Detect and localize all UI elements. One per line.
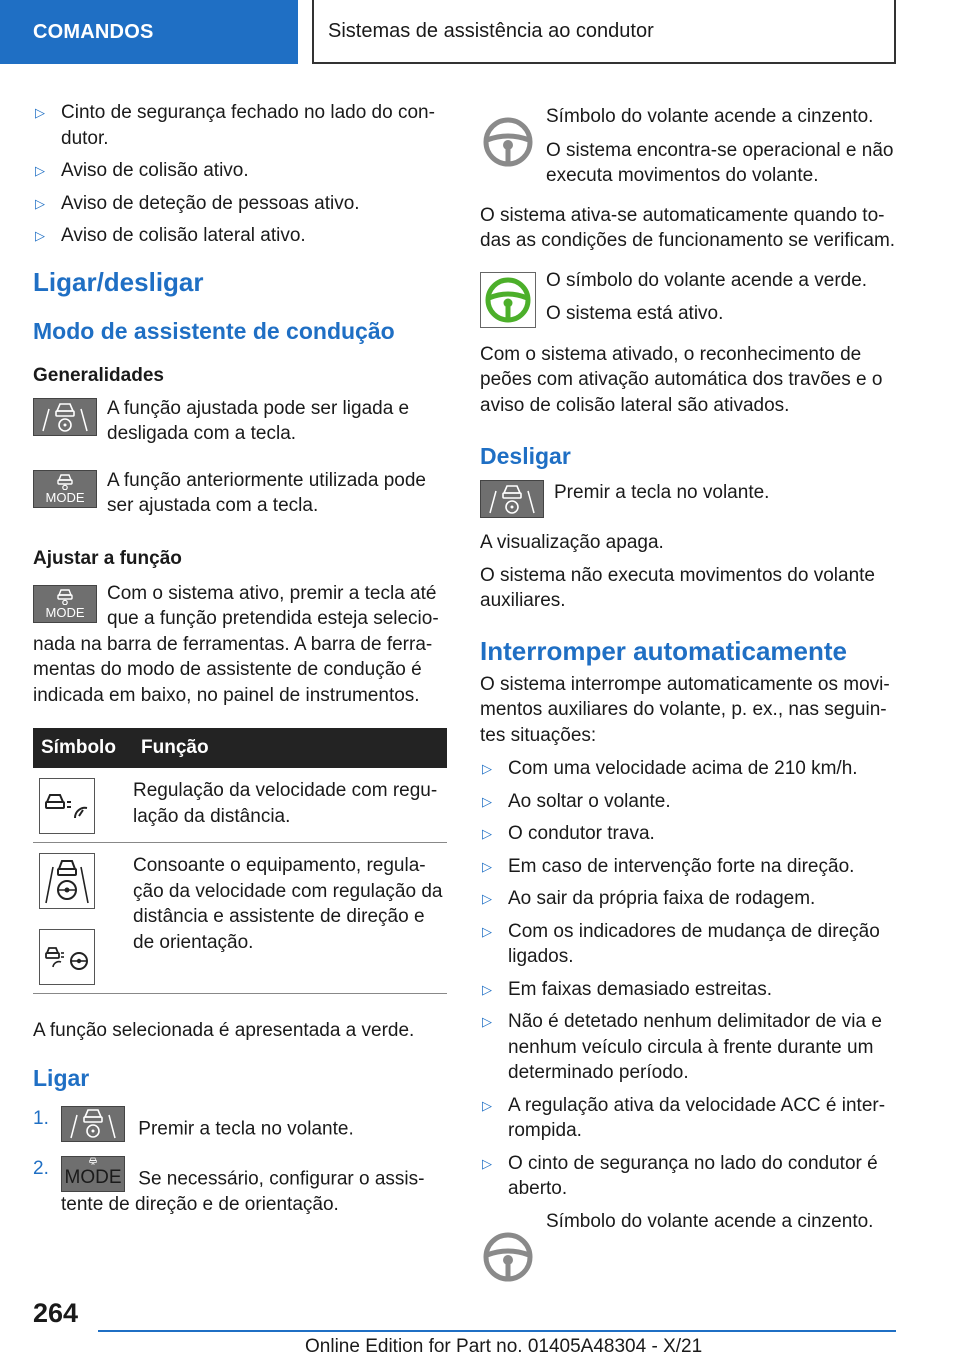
list-item: ▷ Ao soltar o volante. (480, 789, 896, 815)
footer-edition: Online Edition for Part no. 01405A48304 - X/21 (305, 1336, 703, 1357)
triangle-bullet-icon: ▷ (35, 105, 45, 120)
ajustar-text-rest: nada na barra de ferramentas. A barra de ferra-mentas do modo de assistente de condução é indicada em baixo, no painel de instrumentos. (33, 633, 433, 706)
grey2-text: Símbolo do volante acende a cinzento. (546, 1210, 874, 1232)
footer-divider (98, 1330, 896, 1332)
step-item: 1. Premir a tecla no volante. (33, 1106, 449, 1142)
heading-interromper: Interromper automaticamente (480, 635, 847, 666)
green-wheel-row (480, 268, 896, 328)
triangle-bullet-icon: ▷ (482, 761, 492, 776)
chapter-title: Sistemas de assistência ao condutor (312, 0, 896, 64)
symbol-table (33, 728, 447, 994)
assist-key-icon-step (61, 1106, 125, 1142)
steering-wheel-green-icon (480, 272, 536, 328)
table-row (33, 768, 447, 843)
key-row-adjust (33, 581, 449, 632)
assist-key-icon (33, 398, 97, 436)
key-row-mode (33, 468, 449, 540)
heading-modo-assistente: Modo de assistente de condução (33, 317, 395, 344)
grey-wheel-row (480, 104, 896, 189)
green-text-b: O sistema está ativo. (546, 303, 724, 324)
list-item: ▷ Aviso de deteção de pessoas ativo. (33, 191, 449, 217)
table-row (33, 843, 447, 994)
heading-ligar: Ligar (33, 1064, 90, 1091)
grey-text-b: O sistema encontra-se operacional e não executa movimentos do volante. (546, 139, 894, 186)
list-item: ▷ Aviso de colisão ativo. (33, 158, 449, 184)
interromper-text: O sistema interrompe automaticamente os movi-mentos auxiliares do volante, p. ex., nas seguin-tes situações: (480, 673, 890, 746)
section-tab: COMANDOS (0, 0, 298, 64)
steering-wheel-grey-icon (480, 114, 536, 170)
triangle-bullet-icon: ▷ (482, 981, 492, 997)
mode-key-icon-step: MODE (61, 1156, 125, 1192)
key-row-desligar (480, 480, 896, 530)
desligar-text: Premir a tecla no volante. (554, 482, 770, 503)
right-column (480, 100, 896, 1279)
list-item: ▷ Não é detetado nenhum delimitador de via e nenhum veículo circula à frente durante um determinado período. (482, 1011, 882, 1083)
triangle-bullet-icon: ▷ (482, 1097, 492, 1113)
list-item: ▷ O condutor trava. (480, 821, 896, 847)
steering-assist-icon (39, 853, 95, 909)
selected-text: A função selecionada é apresentada a verde. (33, 1020, 415, 1041)
triangle-bullet-icon: ▷ (482, 793, 492, 809)
list-item: ▷ Aviso de colisão lateral ativo. (33, 223, 449, 249)
triangle-bullet-icon: ▷ (482, 1014, 492, 1029)
heading-ligar-desligar: Ligar/desligar (33, 266, 204, 297)
auto-text: O sistema ativa-se automaticamente quando to-das as condições de funcionamento se verificam. (480, 204, 896, 251)
table-cell-function: Regulação da velocidade com regu-lação da distância. (133, 768, 447, 843)
nomove-text: O sistema não executa movimentos do volante auxiliares. (480, 564, 875, 611)
grey-wheel-row-2 (480, 1209, 896, 1279)
grey-text-a: Símbolo do volante acende a cinzento. (546, 106, 874, 127)
table-header-symbol: Símbolo (33, 728, 133, 768)
assist-key-icon-off (480, 480, 544, 518)
step-item: 2. MODE Se necessário, configurar o assis-tente de direção e de orientação. (33, 1157, 425, 1215)
table-header-function: Função (133, 728, 447, 768)
heading-ajustar: Ajustar a função (33, 547, 182, 569)
list-item: ▷ Com os indicadores de mudança de direção ligados. (482, 920, 880, 967)
steering-wheel-grey-icon-2 (480, 1229, 536, 1285)
mode-key-icon-2: MODE (33, 585, 97, 623)
green-text-a: O símbolo do volante acende a verde. (546, 269, 868, 291)
triangle-bullet-icon: ▷ (482, 858, 492, 874)
gen-text-1: A função ajustada pode ser ligada e desligada com a tecla. (107, 397, 410, 444)
list-item: ▷ Em faixas demasiado estreitas. (480, 977, 896, 1003)
vis-text: A visualização apaga. (480, 532, 664, 553)
triangle-bullet-icon: ▷ (482, 923, 492, 939)
list-item: ▷ Com uma velocidade acima de 210 km/h. (480, 756, 896, 782)
interrupt-list (480, 756, 896, 1202)
table-cell-function: Consoante o equipamento, regula-ção da velocidade com regulação da distância e assistente de direção e de orientação. (133, 843, 447, 994)
triangle-bullet-icon: ▷ (482, 826, 492, 841)
mode-key-icon: MODE (33, 470, 97, 508)
list-item: ▷ Cinto de segurança fechado no lado do con-dutor. (35, 102, 435, 149)
triangle-bullet-icon: ▷ (482, 891, 492, 906)
list-item: ▷ Ao sair da própria faixa de rodagem. (480, 886, 896, 912)
heading-generalidades: Generalidades (33, 364, 164, 386)
triangle-bullet-icon: ▷ (35, 195, 45, 211)
list-item: ▷ Em caso de intervenção forte na direção. (480, 854, 896, 880)
triangle-bullet-icon: ▷ (35, 163, 45, 178)
activated-text: Com o sistema ativado, o reconhecimento de peões com ativação automática dos travões e o aviso de colisão lateral são ativados. (480, 343, 883, 416)
condition-list (33, 100, 449, 249)
gen-text-2: A função anteriormente utilizada pode ser ajustada com a tecla. (107, 469, 426, 516)
distance-steering-icon (39, 929, 95, 985)
heading-desligar: Desligar (480, 443, 571, 469)
list-item: ▷ A regulação ativa da velocidade ACC é inter-rompida. (482, 1094, 886, 1141)
triangle-bullet-icon: ▷ (482, 1155, 492, 1171)
triangle-bullet-icon: ▷ (35, 228, 45, 243)
key-row-assist (33, 396, 449, 468)
ajustar-text-first: Com o sistema ativo, premir a tecla até que a função pretendida esteja selecio- (107, 582, 439, 629)
acc-distance-icon (39, 778, 95, 834)
page-number: 264 (33, 1298, 79, 1328)
left-column (33, 100, 449, 1217)
list-item: ▷ O cinto de segurança no lado do condutor é aberto. (482, 1152, 878, 1199)
